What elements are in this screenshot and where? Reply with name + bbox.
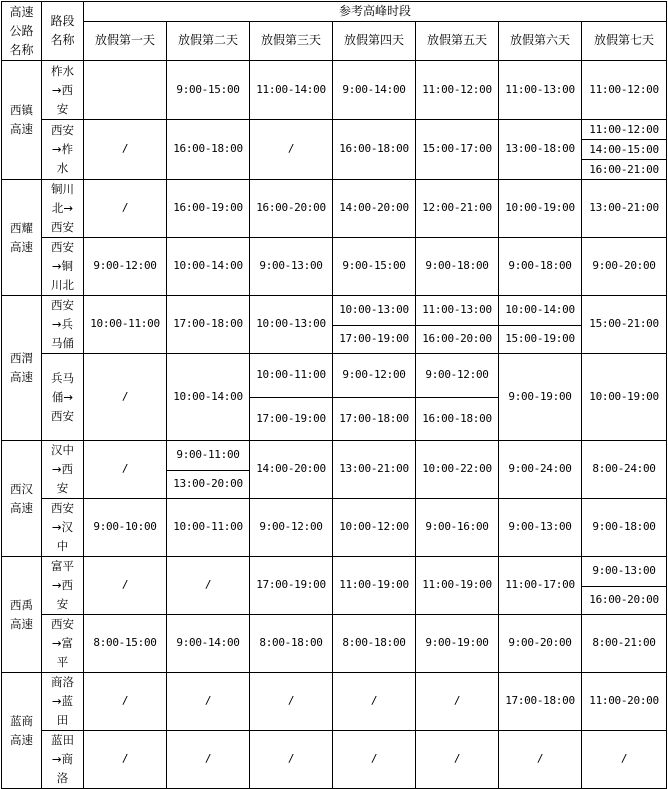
highway-name: 西汉高速	[10, 481, 33, 515]
time-cell: 17:00-19:00	[250, 557, 333, 615]
highway-name-cell	[2, 61, 42, 180]
section-name: 西安→兵马俑	[51, 298, 74, 350]
time-cell: 11:00-19:00	[333, 557, 416, 615]
section-name: 西安→富平	[51, 617, 74, 669]
day-header: 放假第二天	[167, 22, 250, 61]
table-row	[2, 296, 667, 326]
time-cell: 9:00-12:00	[333, 354, 416, 398]
time-cell: 11:00-12:00	[416, 61, 499, 120]
time-cell: /	[582, 731, 667, 789]
time-cell: /	[84, 354, 167, 441]
time-cell: 9:00-19:00	[416, 615, 499, 673]
section-name: 汉中→西安	[51, 443, 74, 495]
section-name-cell	[42, 499, 84, 557]
day-header: 放假第六天	[499, 22, 582, 61]
peak-title-header: 参考高峰时段	[84, 2, 667, 22]
time-cell: 10:00-13:00	[333, 296, 416, 326]
time-cell: 9:00-15:00	[167, 61, 250, 120]
table-row	[2, 238, 667, 268]
highway-name-cell	[2, 441, 42, 557]
time-cell: 9:00-12:00	[84, 238, 167, 296]
time-cell: 13:00-18:00	[499, 120, 582, 180]
time-cell: 15:00-17:00	[416, 120, 499, 180]
section-name-cell	[42, 731, 84, 789]
time-cell: 9:00-16:00	[416, 499, 499, 557]
time-cell: /	[167, 673, 250, 731]
time-cell: /	[84, 120, 167, 180]
highway-name-header: 高速公路名称	[2, 2, 42, 61]
time-cell: 10:00-14:00	[167, 238, 250, 296]
time-cell: 10:00-11:00	[167, 499, 250, 557]
time-cell: 16:00-20:00	[416, 325, 499, 354]
section-name-cell	[42, 441, 84, 499]
time-cell: 16:00-18:00	[416, 398, 499, 441]
section-name: 兵马俑→西安	[51, 370, 74, 423]
section-name-header: 路段名称	[42, 2, 84, 61]
time-cell: /	[250, 673, 333, 731]
day-header: 放假第五天	[416, 22, 499, 61]
time-cell: 11:00-19:00	[416, 557, 499, 615]
day-header: 放假第四天	[333, 22, 416, 61]
day-header: 放假第一天	[84, 22, 167, 61]
section-name-cell	[42, 180, 84, 238]
section-name-cell	[42, 120, 84, 180]
time-cell: /	[250, 731, 333, 789]
time-cell: 13:00-20:00	[167, 470, 250, 499]
time-cell: 12:00-21:00	[416, 180, 499, 238]
time-cell: /	[167, 731, 250, 789]
highway-name: 蓝商高速	[10, 713, 33, 747]
time-cell: 9:00-24:00	[499, 441, 582, 499]
section-name-cell	[42, 296, 84, 354]
time-cell: 13:00-21:00	[333, 441, 416, 499]
highway-name: 西渭高速	[10, 351, 33, 384]
section-name-cell	[42, 354, 84, 441]
time-cell: /	[167, 557, 250, 615]
highway-name: 西镇高速	[10, 103, 33, 136]
time-cell: 9:00-20:00	[582, 238, 667, 296]
header-row-1	[2, 2, 667, 22]
time-cell: 9:00-12:00	[250, 499, 333, 557]
time-slot: 14:00-15:00	[582, 139, 666, 159]
time-cell: 16:00-20:00	[250, 180, 333, 238]
time-cell: 8:00-21:00	[582, 615, 667, 673]
time-cell: 9:00-18:00	[499, 238, 582, 296]
time-cell: 11:00-17:00	[499, 557, 582, 615]
time-slot: 16:00-21:00	[582, 159, 666, 179]
time-cell: 17:00-18:00	[499, 673, 582, 731]
time-cell: 10:00-14:00	[499, 296, 582, 326]
section-name: 西安→柞水	[51, 123, 74, 175]
time-cell: 9:00-14:00	[167, 615, 250, 673]
time-cell: 16:00-18:00	[167, 120, 250, 180]
time-slot: 11:00-12:00	[589, 123, 659, 136]
highway-name: 西耀高速	[10, 220, 33, 254]
time-cell: /	[499, 731, 582, 789]
time-cell: /	[250, 120, 333, 180]
section-name: 柞水→西安	[51, 63, 74, 116]
section-name-cell	[42, 238, 84, 296]
time-cell: 16:00-18:00	[333, 120, 416, 180]
table-row	[2, 499, 667, 529]
time-cell: 9:00-13:00	[582, 557, 667, 587]
time-cell: /	[416, 673, 499, 731]
time-cell: 10:00-11:00	[84, 296, 167, 354]
time-cell: /	[333, 673, 416, 731]
time-cell: /	[333, 731, 416, 789]
time-cell: 14:00-20:00	[250, 441, 333, 499]
time-cell: 8:00-18:00	[333, 615, 416, 673]
time-cell: 9:00-14:00	[333, 61, 416, 120]
section-name: 蓝田→商洛	[51, 733, 74, 785]
highway-name-cell	[2, 557, 42, 673]
section-name: 西安→汉中	[51, 501, 74, 553]
section-name: 铜川北→西安	[51, 182, 74, 234]
time-cell: 13:00-21:00	[582, 180, 667, 238]
time-cell: /	[84, 441, 167, 499]
time-cell: 10:00-11:00	[250, 354, 333, 398]
table-row	[2, 441, 667, 471]
time-cell: 8:00-15:00	[84, 615, 167, 673]
time-cell: /	[84, 557, 167, 615]
highway-name-cell	[2, 673, 42, 789]
time-cell: 17:00-18:00	[333, 398, 416, 441]
time-cell: 11:00-12:00	[582, 61, 667, 120]
time-cell: 9:00-13:00	[499, 499, 582, 557]
header-row-2	[2, 22, 667, 61]
time-cell: 11:00-13:00	[416, 296, 499, 326]
time-cell: 9:00-20:00	[499, 615, 582, 673]
section-name-cell	[42, 673, 84, 731]
time-cell: 9:00-13:00	[250, 238, 333, 296]
time-cell: 16:00-19:00	[167, 180, 250, 238]
time-cell-stacked	[582, 120, 667, 180]
time-cell: 8:00-18:00	[250, 615, 333, 673]
time-cell: 10:00-14:00	[167, 354, 250, 441]
day-header: 放假第七天	[582, 22, 667, 61]
table-row	[2, 673, 667, 703]
time-cell: /	[84, 731, 167, 789]
time-cell: 9:00-11:00	[167, 441, 250, 471]
table-row	[2, 180, 667, 210]
time-cell: 10:00-19:00	[582, 354, 667, 441]
section-name-cell	[42, 557, 84, 615]
time-cell: 11:00-20:00	[582, 673, 667, 731]
time-cell: 9:00-18:00	[416, 238, 499, 296]
table-row	[2, 354, 667, 398]
table-row	[2, 615, 667, 645]
time-cell: 11:00-14:00	[250, 61, 333, 120]
time-cell: 9:00-18:00	[582, 499, 667, 557]
time-cell	[84, 61, 167, 120]
table-row	[2, 731, 667, 761]
time-cell: 14:00-20:00	[333, 180, 416, 238]
section-name: 富平→西安	[51, 559, 74, 611]
table-row	[2, 120, 667, 151]
time-cell: 10:00-19:00	[499, 180, 582, 238]
time-cell: 11:00-13:00	[499, 61, 582, 120]
time-cell: 9:00-15:00	[333, 238, 416, 296]
time-cell: 17:00-19:00	[333, 325, 416, 354]
highway-name-cell	[2, 296, 42, 441]
time-cell: /	[416, 731, 499, 789]
time-cell: /	[84, 180, 167, 238]
table-row	[2, 557, 667, 587]
table-row	[2, 61, 667, 91]
time-cell: 15:00-21:00	[582, 296, 667, 354]
section-name-cell	[42, 615, 84, 673]
time-cell: 17:00-18:00	[167, 296, 250, 354]
time-cell: 10:00-12:00	[333, 499, 416, 557]
time-cell: /	[84, 673, 167, 731]
time-cell: 10:00-22:00	[416, 441, 499, 499]
time-cell: 15:00-19:00	[499, 325, 582, 354]
time-cell: 9:00-19:00	[499, 354, 582, 441]
section-name: 西安→铜川北	[51, 240, 74, 292]
time-cell: 17:00-19:00	[250, 398, 333, 441]
time-cell: 9:00-10:00	[84, 499, 167, 557]
highway-name-cell	[2, 180, 42, 296]
section-name: 商洛→蓝田	[51, 675, 74, 727]
day-header: 放假第三天	[250, 22, 333, 61]
time-cell: 16:00-20:00	[582, 586, 667, 615]
section-name-cell	[42, 61, 84, 120]
time-cell: 9:00-12:00	[416, 354, 499, 398]
time-cell: 8:00-24:00	[582, 441, 667, 499]
time-cell: 10:00-13:00	[250, 296, 333, 354]
peak-hours-table	[1, 1, 667, 789]
highway-name: 西禹高速	[10, 597, 33, 631]
